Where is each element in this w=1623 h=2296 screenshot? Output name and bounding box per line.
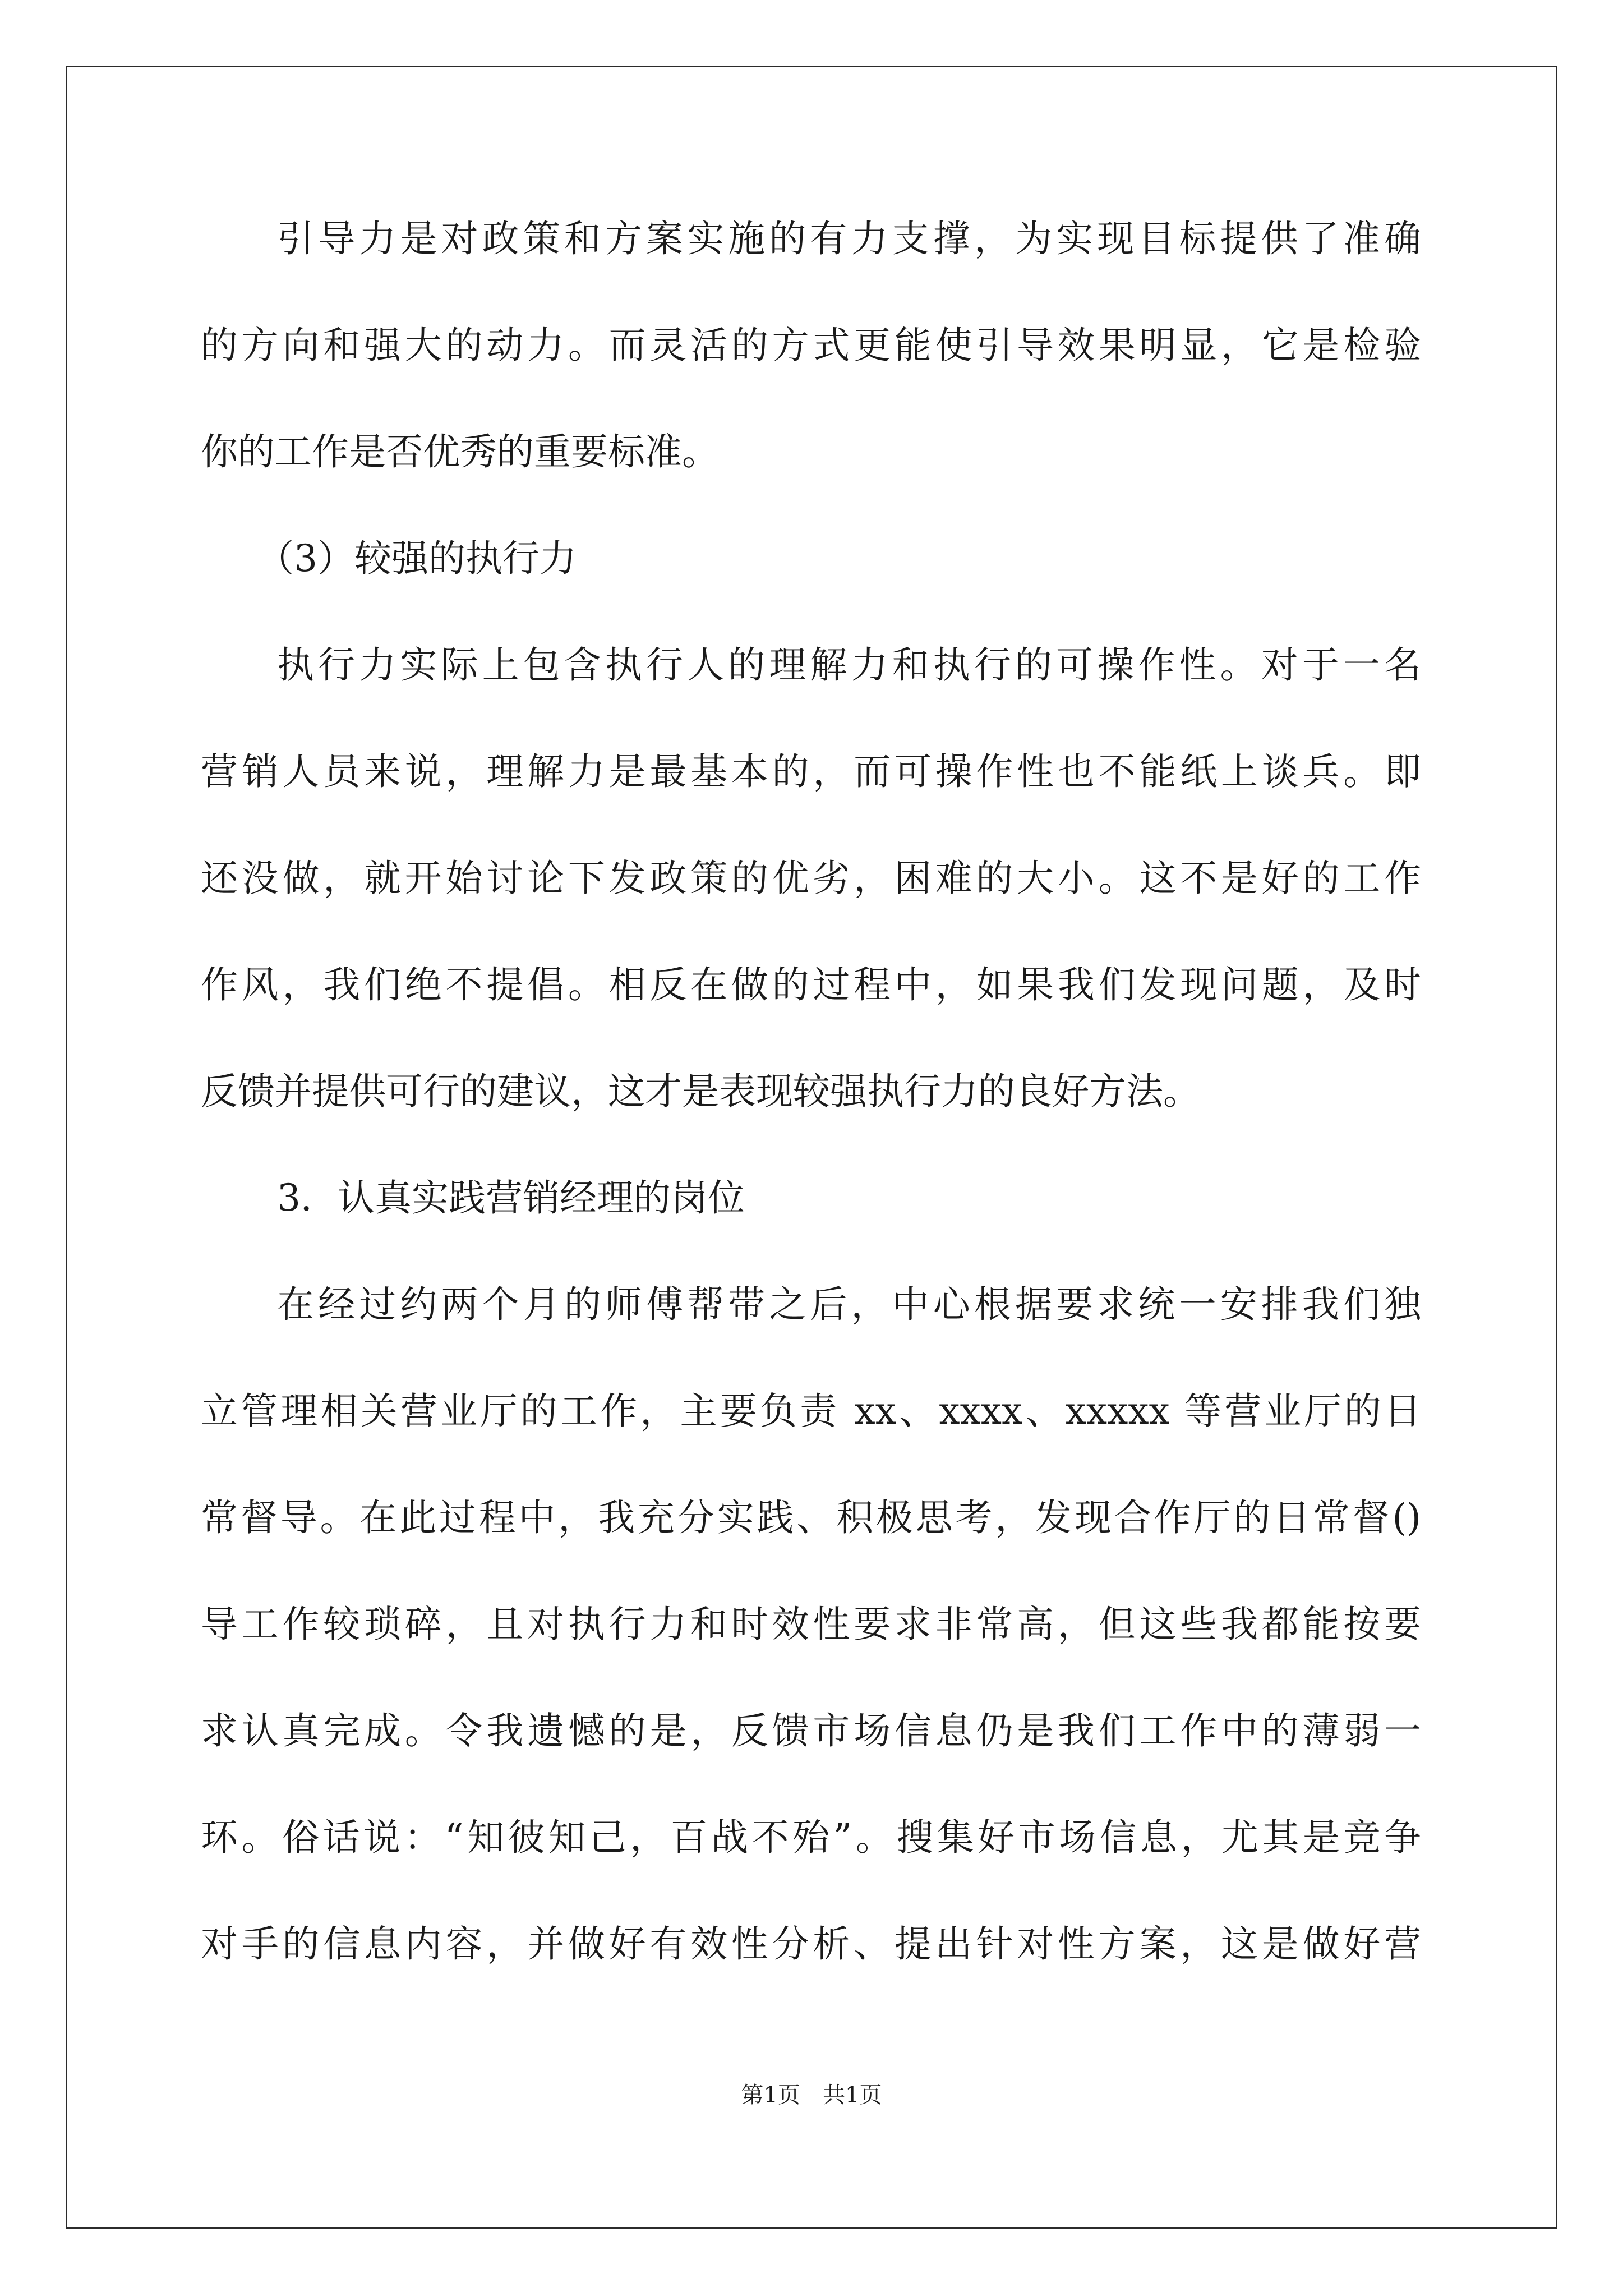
section-heading: （3）较强的执行力 [257,537,577,580]
paragraph-line: 引导力是对政策和方案实施的有力支撑，为实现目标提供了准确 [277,217,1421,260]
paragraph-line: 还没做，就开始讨论下发政策的优劣，困难的大小。这不是好的工作 [201,857,1421,900]
paragraph-line: 求认真完成。令我遗憾的是，反馈市场信息仍是我们工作中的薄弱一 [201,1709,1421,1752]
paragraph-line: 反馈并提供可行的建议，这才是表现较强执行力的良好方法。 [201,1070,1200,1113]
paragraph-line: 在经过约两个月的师傅帮带之后，中心根据要求统一安排我们独 [277,1283,1421,1326]
paragraph-line: 立管理相关营业厅的工作，主要负责 xx、xxxx、xxxxx 等营业厅的日 [201,1389,1421,1433]
paragraph-line: 环。俗话说：“知彼知己，百战不殆”。搜集好市场信息，尤其是竞争 [201,1816,1421,1859]
page-number: 第1页 共1页 [741,2082,882,2108]
paragraph-line: 你的工作是否优秀的重要标准。 [201,430,719,473]
paragraph-line: 对手的信息内容，并做好有效性分析、提出针对性方案，这是做好营 [201,1922,1421,1966]
paragraph-line: 的方向和强大的动力。而灵活的方式更能使引导效果明显，它是检验 [201,324,1421,367]
paragraph-line: 作风，我们绝不提倡。相反在做的过程中，如果我们发现问题，及时 [201,963,1421,1006]
paragraph-line: 营销人员来说，理解力是最基本的，而可操作性也不能纸上谈兵。即 [201,750,1421,793]
paragraph-line: 执行力实际上包含执行人的理解力和执行的可操作性。对于一名 [277,643,1421,687]
page-border [66,66,1557,2229]
section-heading: 3．认真实践营销经理的岗位 [277,1176,745,1220]
paragraph-line: 常督导。在此过程中，我充分实践、积极思考，发现合作厅的日常督() [201,1496,1421,1539]
paragraph-line: 导工作较琐碎，且对执行力和时效性要求非常高，但这些我都能按要 [201,1603,1421,1646]
